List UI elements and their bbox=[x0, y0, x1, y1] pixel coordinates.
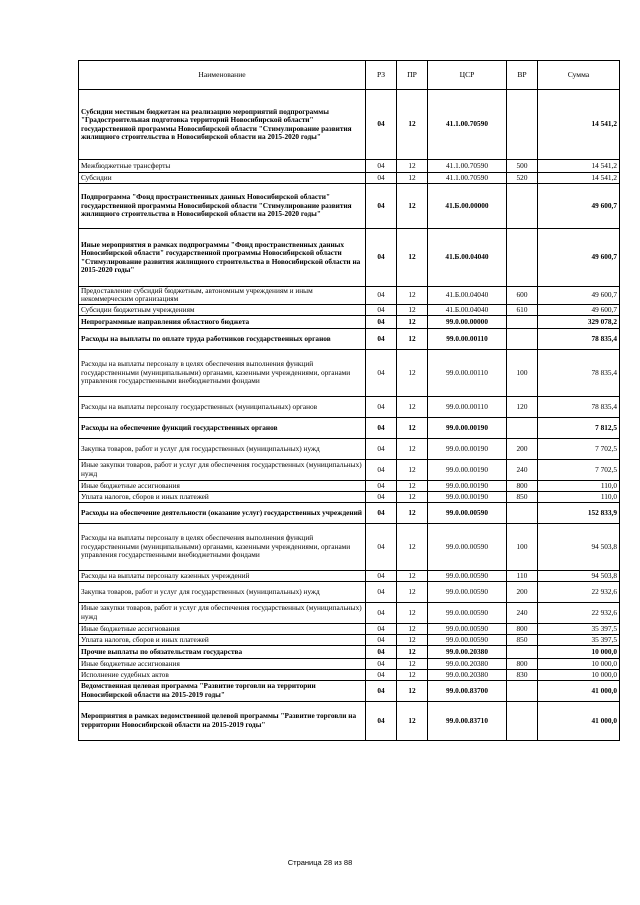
table-row bbox=[79, 438, 620, 459]
cell-pr: 12 bbox=[397, 438, 428, 459]
cell-pr: 12 bbox=[397, 502, 428, 523]
table-row bbox=[79, 480, 620, 491]
cell-sum: 49 600,7 bbox=[538, 287, 620, 305]
cell-pr: 12 bbox=[397, 669, 428, 680]
cell-csr: 99.0.00.00590 bbox=[428, 570, 507, 581]
cell-csr: 41.1.00.70590 bbox=[428, 173, 507, 184]
cell-name: Исполнение судебных актов bbox=[79, 669, 366, 680]
header-csr: ЦСР bbox=[428, 61, 507, 90]
cell-csr: 99.0.00.00190 bbox=[428, 438, 507, 459]
cell-pr: 12 bbox=[397, 523, 428, 570]
cell-sum: 14 541,2 bbox=[538, 90, 620, 160]
cell-vr: 100 bbox=[507, 523, 538, 570]
table-row bbox=[79, 396, 620, 417]
cell-name: Иные мероприятия в рамках подпрограммы "Фонд пространственных данных Новосибирской области" государственной программы Новосибирской области "Стимулирование развития жилищного строительства в Новосибирской области на 2015-2020 годы" bbox=[79, 229, 366, 287]
cell-sum: 10 000,0 bbox=[538, 645, 620, 658]
cell-vr: 850 bbox=[507, 491, 538, 502]
cell-sum: 14 541,2 bbox=[538, 160, 620, 173]
cell-sum: 152 833,9 bbox=[538, 502, 620, 523]
cell-name: Субсидии бюджетным учреждениям bbox=[79, 304, 366, 315]
cell-vr bbox=[507, 328, 538, 349]
cell-sum: 49 600,7 bbox=[538, 184, 620, 229]
cell-name: Субсидии bbox=[79, 173, 366, 184]
cell-vr: 600 bbox=[507, 287, 538, 305]
cell-sum: 94 503,8 bbox=[538, 570, 620, 581]
cell-name: Непрограммные направления областного бюджета bbox=[79, 315, 366, 328]
cell-pr: 12 bbox=[397, 184, 428, 229]
cell-rz: 04 bbox=[366, 491, 397, 502]
cell-pr: 12 bbox=[397, 658, 428, 669]
cell-vr: 800 bbox=[507, 480, 538, 491]
cell-sum: 35 397,5 bbox=[538, 634, 620, 645]
cell-name: Межбюджетные трансферты bbox=[79, 160, 366, 173]
cell-sum: 41 000,0 bbox=[538, 680, 620, 701]
cell-pr: 12 bbox=[397, 680, 428, 701]
cell-name: Расходы на выплаты персоналу государственных (муниципальных) органов bbox=[79, 396, 366, 417]
table-header-row bbox=[79, 61, 620, 90]
cell-rz: 04 bbox=[366, 658, 397, 669]
cell-vr bbox=[507, 90, 538, 160]
cell-sum: 35 397,5 bbox=[538, 623, 620, 634]
cell-name: Закупка товаров, работ и услуг для государственных (муниципальных) нужд bbox=[79, 438, 366, 459]
cell-name: Прочие выплаты по обязательствам государства bbox=[79, 645, 366, 658]
cell-csr: 99.0.00.00190 bbox=[428, 459, 507, 480]
cell-rz: 04 bbox=[366, 90, 397, 160]
cell-rz: 04 bbox=[366, 701, 397, 740]
cell-rz: 04 bbox=[366, 184, 397, 229]
cell-vr: 520 bbox=[507, 173, 538, 184]
cell-sum: 110,0 bbox=[538, 480, 620, 491]
cell-rz: 04 bbox=[366, 349, 397, 396]
table-row bbox=[79, 658, 620, 669]
header-rz: РЗ bbox=[366, 61, 397, 90]
budget-table bbox=[78, 60, 620, 741]
cell-vr bbox=[507, 229, 538, 287]
table-row bbox=[79, 623, 620, 634]
cell-sum: 110,0 bbox=[538, 491, 620, 502]
cell-pr: 12 bbox=[397, 304, 428, 315]
cell-sum: 10 000,0 bbox=[538, 669, 620, 680]
cell-csr: 99.0.00.00590 bbox=[428, 602, 507, 623]
cell-name: Ведомственная целевая программа "Развитие торговли на территории Новосибирской области на 2015-2019 годы" bbox=[79, 680, 366, 701]
cell-vr: 610 bbox=[507, 304, 538, 315]
cell-pr: 12 bbox=[397, 417, 428, 438]
cell-csr: 99.0.00.00590 bbox=[428, 581, 507, 602]
cell-vr bbox=[507, 315, 538, 328]
cell-vr: 240 bbox=[507, 602, 538, 623]
cell-sum: 7 702,5 bbox=[538, 438, 620, 459]
cell-pr: 12 bbox=[397, 287, 428, 305]
cell-pr: 12 bbox=[397, 623, 428, 634]
cell-pr: 12 bbox=[397, 570, 428, 581]
cell-vr: 830 bbox=[507, 669, 538, 680]
cell-csr: 99.0.00.00190 bbox=[428, 480, 507, 491]
table-row bbox=[79, 229, 620, 287]
cell-sum: 78 835,4 bbox=[538, 349, 620, 396]
cell-rz: 04 bbox=[366, 417, 397, 438]
cell-rz: 04 bbox=[366, 396, 397, 417]
cell-vr: 500 bbox=[507, 160, 538, 173]
table-row bbox=[79, 459, 620, 480]
cell-name: Расходы на обеспечение деятельности (оказание услуг) государственных учреждений bbox=[79, 502, 366, 523]
cell-name: Расходы на выплаты по оплате труда работников государственных органов bbox=[79, 328, 366, 349]
cell-csr: 99.0.00.00110 bbox=[428, 328, 507, 349]
cell-vr: 850 bbox=[507, 634, 538, 645]
cell-vr bbox=[507, 502, 538, 523]
table-row bbox=[79, 669, 620, 680]
table-row bbox=[79, 645, 620, 658]
cell-rz: 04 bbox=[366, 602, 397, 623]
cell-name: Иные бюджетные ассигнования bbox=[79, 480, 366, 491]
table-row bbox=[79, 328, 620, 349]
cell-rz: 04 bbox=[366, 623, 397, 634]
cell-csr: 41.Б.00.04040 bbox=[428, 229, 507, 287]
cell-vr: 240 bbox=[507, 459, 538, 480]
cell-csr: 99.0.00.00190 bbox=[428, 491, 507, 502]
cell-name: Иные закупки товаров, работ и услуг для обеспечения государственных (муниципальных) нужд bbox=[79, 459, 366, 480]
cell-pr: 12 bbox=[397, 349, 428, 396]
table-row bbox=[79, 160, 620, 173]
cell-sum: 22 932,6 bbox=[538, 581, 620, 602]
cell-csr: 99.0.00.00590 bbox=[428, 523, 507, 570]
cell-pr: 12 bbox=[397, 491, 428, 502]
cell-rz: 04 bbox=[366, 669, 397, 680]
cell-csr: 99.0.00.00000 bbox=[428, 315, 507, 328]
cell-pr: 12 bbox=[397, 90, 428, 160]
cell-csr: 99.0.00.20380 bbox=[428, 669, 507, 680]
table-row bbox=[79, 304, 620, 315]
cell-pr: 12 bbox=[397, 581, 428, 602]
cell-csr: 99.0.00.20380 bbox=[428, 645, 507, 658]
cell-pr: 12 bbox=[397, 315, 428, 328]
cell-rz: 04 bbox=[366, 315, 397, 328]
cell-vr: 120 bbox=[507, 396, 538, 417]
cell-name: Уплата налогов, сборов и иных платежей bbox=[79, 491, 366, 502]
cell-sum: 78 835,4 bbox=[538, 328, 620, 349]
cell-vr: 200 bbox=[507, 581, 538, 602]
cell-pr: 12 bbox=[397, 173, 428, 184]
cell-sum: 14 541,2 bbox=[538, 173, 620, 184]
cell-vr bbox=[507, 680, 538, 701]
cell-pr: 12 bbox=[397, 480, 428, 491]
cell-vr: 200 bbox=[507, 438, 538, 459]
cell-csr: 41.Б.00.00000 bbox=[428, 184, 507, 229]
cell-name: Субсидии местным бюджетам на реализацию мероприятий подпрограммы "Градостроительная подготовка территорий Новосибирской области" государственной программы Новосибирской области "Стимулирование развития жилищного строительства в Новосибирской области на 2015-2020 годы" bbox=[79, 90, 366, 160]
cell-name: Иные закупки товаров, работ и услуг для обеспечения государственных (муниципальных) нужд bbox=[79, 602, 366, 623]
cell-name: Иные бюджетные ассигнования bbox=[79, 623, 366, 634]
table-row bbox=[79, 287, 620, 305]
cell-sum: 41 000,0 bbox=[538, 701, 620, 740]
cell-rz: 04 bbox=[366, 634, 397, 645]
cell-name: Закупка товаров, работ и услуг для государственных (муниципальных) нужд bbox=[79, 581, 366, 602]
cell-csr: 99.0.00.00590 bbox=[428, 634, 507, 645]
cell-pr: 12 bbox=[397, 701, 428, 740]
cell-csr: 41.1.00.70590 bbox=[428, 160, 507, 173]
cell-pr: 12 bbox=[397, 229, 428, 287]
cell-rz: 04 bbox=[366, 229, 397, 287]
cell-name: Расходы на выплаты персоналу в целях обеспечения выполнения функций государственными (муниципальными) органами, казенными учреждениями, органами управления государственными внебюджетными фондами bbox=[79, 523, 366, 570]
cell-csr: 41.1.00.70590 bbox=[428, 90, 507, 160]
cell-pr: 12 bbox=[397, 634, 428, 645]
cell-rz: 04 bbox=[366, 570, 397, 581]
cell-name: Расходы на выплаты персоналу казенных учреждений bbox=[79, 570, 366, 581]
cell-csr: 41.Б.00.04040 bbox=[428, 287, 507, 305]
cell-rz: 04 bbox=[366, 304, 397, 315]
cell-csr: 99.0.00.00110 bbox=[428, 396, 507, 417]
cell-sum: 10 000,0 bbox=[538, 658, 620, 669]
cell-name: Уплата налогов, сборов и иных платежей bbox=[79, 634, 366, 645]
cell-sum: 22 932,6 bbox=[538, 602, 620, 623]
cell-rz: 04 bbox=[366, 287, 397, 305]
cell-sum: 49 600,7 bbox=[538, 304, 620, 315]
cell-rz: 04 bbox=[366, 160, 397, 173]
header-pr: ПР bbox=[397, 61, 428, 90]
table-row bbox=[79, 680, 620, 701]
table-row bbox=[79, 634, 620, 645]
cell-name: Расходы на обеспечение функций государственных органов bbox=[79, 417, 366, 438]
cell-sum: 94 503,8 bbox=[538, 523, 620, 570]
cell-vr: 800 bbox=[507, 623, 538, 634]
table-row bbox=[79, 173, 620, 184]
cell-vr bbox=[507, 184, 538, 229]
cell-rz: 04 bbox=[366, 173, 397, 184]
cell-pr: 12 bbox=[397, 645, 428, 658]
cell-rz: 04 bbox=[366, 645, 397, 658]
cell-vr: 800 bbox=[507, 658, 538, 669]
table-row bbox=[79, 502, 620, 523]
cell-rz: 04 bbox=[366, 502, 397, 523]
cell-pr: 12 bbox=[397, 160, 428, 173]
cell-pr: 12 bbox=[397, 602, 428, 623]
cell-vr: 100 bbox=[507, 349, 538, 396]
cell-vr bbox=[507, 701, 538, 740]
table-row bbox=[79, 602, 620, 623]
cell-rz: 04 bbox=[366, 328, 397, 349]
cell-sum: 49 600,7 bbox=[538, 229, 620, 287]
cell-vr bbox=[507, 645, 538, 658]
cell-pr: 12 bbox=[397, 459, 428, 480]
cell-vr: 110 bbox=[507, 570, 538, 581]
header-sum: Сумма bbox=[538, 61, 620, 90]
table-row bbox=[79, 349, 620, 396]
cell-sum: 7 702,5 bbox=[538, 459, 620, 480]
cell-csr: 99.0.00.00110 bbox=[428, 349, 507, 396]
cell-rz: 04 bbox=[366, 459, 397, 480]
cell-csr: 99.0.00.20380 bbox=[428, 658, 507, 669]
table-row bbox=[79, 491, 620, 502]
header-vr: ВР bbox=[507, 61, 538, 90]
page-number: Страница 28 из 88 bbox=[287, 858, 353, 867]
cell-sum: 78 835,4 bbox=[538, 396, 620, 417]
cell-name: Иные бюджетные ассигнования bbox=[79, 658, 366, 669]
cell-rz: 04 bbox=[366, 581, 397, 602]
cell-pr: 12 bbox=[397, 396, 428, 417]
cell-csr: 99.0.00.00190 bbox=[428, 417, 507, 438]
cell-vr bbox=[507, 417, 538, 438]
cell-rz: 04 bbox=[366, 680, 397, 701]
cell-csr: 99.0.00.00590 bbox=[428, 502, 507, 523]
table-row bbox=[79, 701, 620, 740]
cell-name: Расходы на выплаты персоналу в целях обеспечения выполнения функций государственными (муниципальными) органами, казенными учреждениями, органами управления государственными внебюджетными фондами bbox=[79, 349, 366, 396]
cell-rz: 04 bbox=[366, 438, 397, 459]
cell-rz: 04 bbox=[366, 523, 397, 570]
table-row bbox=[79, 570, 620, 581]
cell-name: Предоставление субсидий бюджетным, автономным учреждениям и иным некоммерческим организациям bbox=[79, 287, 366, 305]
table-row bbox=[79, 315, 620, 328]
cell-csr: 99.0.00.83710 bbox=[428, 701, 507, 740]
header-name: Наименование bbox=[79, 61, 366, 90]
cell-rz: 04 bbox=[366, 480, 397, 491]
table-row bbox=[79, 90, 620, 160]
cell-name: Подпрограмма "Фонд пространственных данных Новосибирской области" государственной программы Новосибирской области "Стимулирование развития жилищного строительства в Новосибирской области на 2015-2020 годы" bbox=[79, 184, 366, 229]
table-row bbox=[79, 184, 620, 229]
table-row bbox=[79, 581, 620, 602]
cell-csr: 99.0.00.83700 bbox=[428, 680, 507, 701]
cell-sum: 329 078,2 bbox=[538, 315, 620, 328]
table-row bbox=[79, 417, 620, 438]
cell-sum: 7 812,5 bbox=[538, 417, 620, 438]
cell-csr: 99.0.00.00590 bbox=[428, 623, 507, 634]
cell-name: Мероприятия в рамках ведомственной целевой программы "Развитие торговли на территории Новосибирской области на 2015-2019 годы" bbox=[79, 701, 366, 740]
cell-csr: 41.Б.00.04040 bbox=[428, 304, 507, 315]
cell-pr: 12 bbox=[397, 328, 428, 349]
table-row bbox=[79, 523, 620, 570]
